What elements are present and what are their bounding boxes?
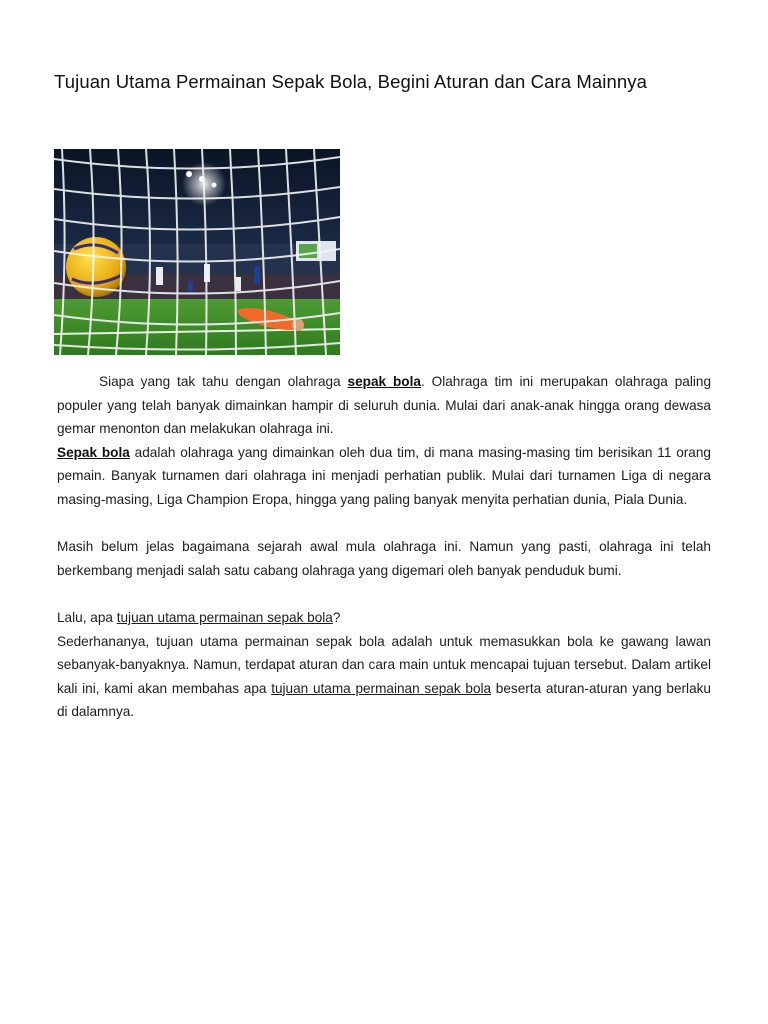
- text-segment: beserta aturan-aturan yang berlaku di dalamnya.: [57, 680, 711, 720]
- paragraph-definition: [57, 441, 711, 512]
- text-segment: Lalu, apa: [57, 609, 117, 625]
- link-tujuan-utama[interactable]: tujuan utama permainan sepak bola: [116, 609, 333, 625]
- text-segment: Masih belum jelas bagaimana sejarah awal mula olahraga ini. Namun yang pasti, olahraga ini telah berkembang menjadi salah satu cabang olahraga yang digemari oleh banyak penduduk bumi.: [57, 539, 711, 578]
- link-tujuan-utama-2[interactable]: tujuan utama permainan sepak bola: [271, 680, 492, 696]
- text-segment: adalah olahraga yang dimainkan oleh dua tim, di mana masing-masing tim berisikan 11 orang pemain. Banyak turnamen dari olahraga ini menjadi perhatian publik. Mulai dari turnamen Liga di negara masing-masing, Liga Champion Eropa, hingga yang paling banyak menyita perhatian dunia, Piala Dunia.: [57, 444, 711, 507]
- article-body: [57, 370, 711, 724]
- text-segment: Siapa yang tak tahu dengan olahraga: [99, 374, 348, 389]
- paragraph-intro: [57, 370, 711, 441]
- paragraph-question: [57, 606, 711, 630]
- text-segment: Sederhananya, tujuan utama permainan sepak bola adalah untuk memasukkan bola ke gawang lawan sebanyak-banyaknya. Namun, terdapat aturan dan cara main untuk mencapai tujuan tersebut. Dalam artikel kali ini, kami akan membahas apa: [57, 633, 711, 696]
- football-goal-photo: [54, 149, 340, 355]
- text-segment: ?: [332, 609, 341, 625]
- page-title: Tujuan Utama Permainan Sepak Bola, Begini Aturan dan Cara Mainnya: [54, 71, 648, 92]
- link-sepak-bola[interactable]: sepak bola: [347, 374, 421, 389]
- link-sepak-bola-2[interactable]: Sepak bola: [57, 444, 130, 460]
- paragraph-history: [57, 535, 711, 582]
- text-segment: . Olahraga tim ini merupakan olahraga paling populer yang telah banyak dimainkan hampir di seluruh dunia. Mulai dari anak-anak hingga orang dewasa gemar menonton dan melakukan olahraga ini.: [57, 374, 712, 437]
- paragraph-summary: [57, 630, 711, 724]
